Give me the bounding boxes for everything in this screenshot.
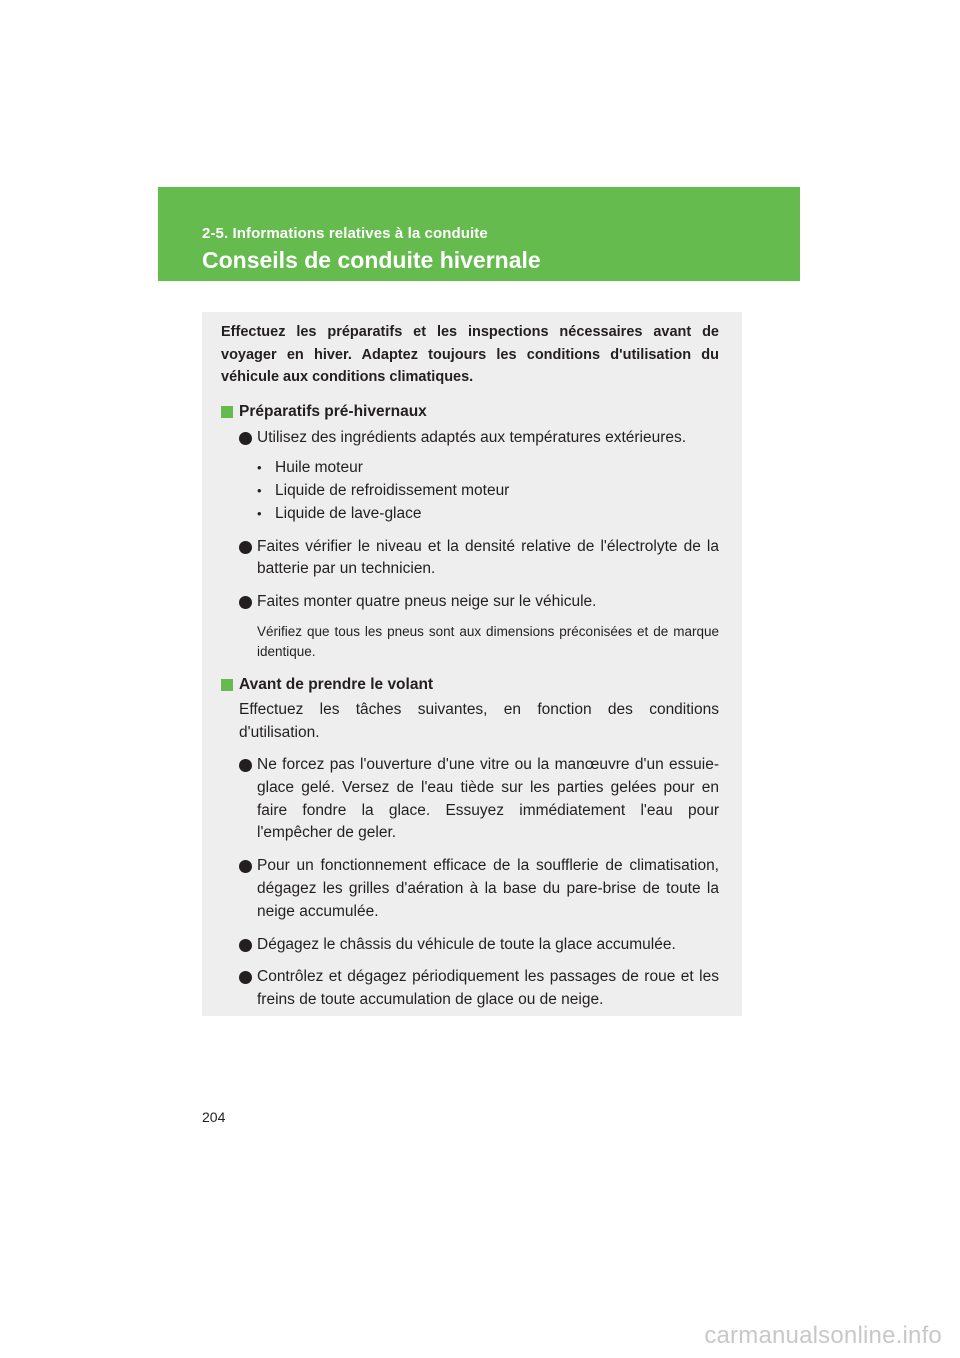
page-number: 204 [202, 1109, 226, 1125]
bullet-text: Contrôlez et dégagez périodiquement les passages de roue et les freins de toute accumulation de glace ou de neige. [257, 968, 719, 1009]
bullet-dot-icon [239, 596, 252, 609]
list-item: • Liquide de lave-glace [221, 503, 719, 526]
intro-paragraph: Effectuez les préparatifs et les inspections nécessaires avant de voyager en hiver. Adaptez toujours les conditions d'utilisation du véhicule aux conditions climatiques. [221, 324, 719, 385]
list-item: • Liquide de refroidissement moteur [221, 480, 719, 503]
small-bullet-icon: • [257, 505, 262, 521]
list-item: • Huile moteur [221, 457, 719, 480]
small-bullet-icon: • [257, 483, 262, 499]
page-title: Conseils de conduite hivernale [202, 247, 541, 273]
bullet-text: Ne forcez pas l'ouverture d'une vitre ou la manœuvre d'un essuie-glace gelé. Versez de l'eau tiède sur les parties gelées pour en faire fondre la glace. Essuyez immédiatement l'eau pour l'empêcher de geler. [257, 756, 719, 842]
bullet-item [221, 966, 719, 1012]
watermark: carmanualsonline.info [704, 1322, 942, 1349]
section-label: 2-5. Informations relatives à la conduite [202, 225, 488, 242]
bullet-dot-icon [239, 860, 252, 873]
chapter-header [158, 187, 800, 281]
bullet-text: Faites monter quatre pneus neige sur le véhicule. [257, 593, 597, 611]
bullet-dot-icon [239, 971, 252, 984]
subsection-heading-preparations [221, 401, 719, 423]
bullet-item [221, 536, 719, 582]
bullet-dot-icon [239, 432, 252, 445]
fluid-list [221, 457, 719, 525]
subsection-title: Préparatifs pré-hivernaux [239, 402, 427, 420]
small-bullet-icon: • [257, 460, 262, 476]
subsection-intro: Effectuez les tâches suivantes, en fonction des conditions d'utilisation. [239, 701, 719, 741]
bullet-item [221, 754, 719, 845]
bullet-text: Dégagez le châssis du véhicule de toute la glace accumulée. [257, 935, 676, 953]
bullet-item [221, 934, 719, 957]
bullet-dot-icon [239, 759, 252, 772]
subsection-heading-before-driving [221, 674, 719, 696]
bullet-item [221, 427, 719, 450]
bullet-dot-icon [239, 541, 252, 554]
bullet-text: Utilisez des ingrédients adaptés aux températures extérieures. [257, 428, 687, 446]
green-square-icon [221, 679, 233, 691]
bullet-item [221, 591, 719, 614]
bullet-text: Pour un fonctionnement efficace de la soufflerie de climatisation, dégagez les grilles d'aération à la base du pare-brise de toute la neige accumulée. [257, 857, 719, 920]
tire-note: Vérifiez que tous les pneus sont aux dimensions préconisées et de marque identique. [257, 624, 719, 660]
green-square-icon [221, 406, 233, 418]
bullet-item [221, 855, 719, 923]
bullet-text: Faites vérifier le niveau et la densité relative de l'électrolyte de la batterie par un technicien. [257, 537, 719, 578]
content-box [202, 312, 742, 1016]
subsection-title: Avant de prendre le volant [239, 676, 434, 694]
bullet-dot-icon [239, 939, 252, 952]
